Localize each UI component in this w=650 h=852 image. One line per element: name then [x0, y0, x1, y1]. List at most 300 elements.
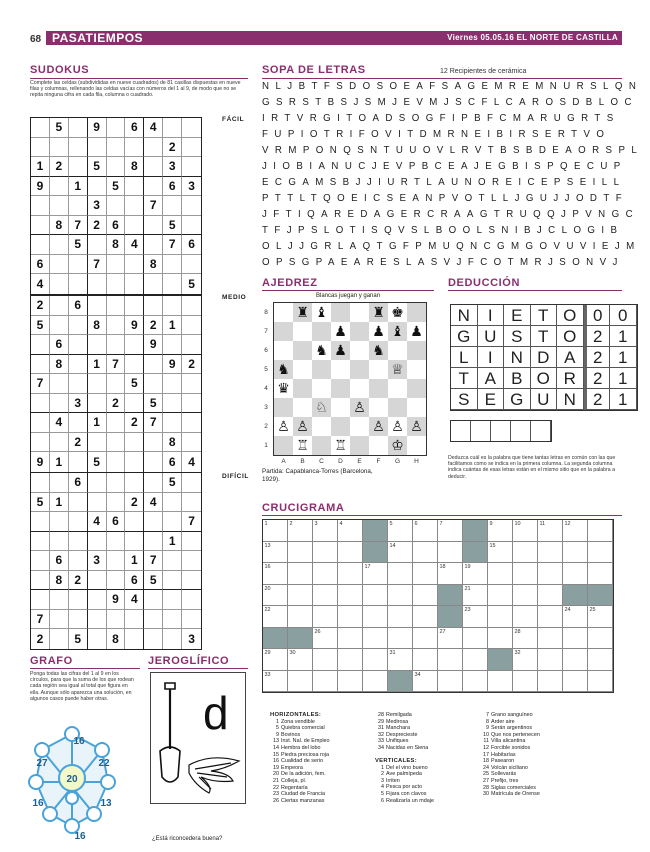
crossword-cell[interactable]	[263, 606, 288, 628]
deduction-grid	[450, 304, 638, 411]
crossword-number: 9	[489, 521, 493, 527]
sudoku-cell: 1	[88, 413, 107, 433]
sudoku-cell	[88, 235, 107, 255]
clue-item	[270, 732, 380, 739]
crossword-cell[interactable]	[538, 606, 563, 628]
clue-text: Volcán siciliano	[491, 764, 528, 771]
clue-number: 11	[483, 738, 489, 745]
chess-piece: ♟	[331, 341, 350, 360]
crossword-number: 13	[264, 542, 271, 549]
clue-text: Remilgada	[386, 712, 412, 718]
crossword-cell[interactable]	[563, 649, 588, 671]
sudoku-cell	[182, 157, 201, 177]
crossword-cell[interactable]	[438, 520, 463, 542]
crossword-cell[interactable]	[313, 563, 338, 585]
sudoku-cell: 9	[31, 452, 50, 472]
sudoku-cell	[125, 274, 144, 294]
sudoku-cell	[182, 532, 201, 552]
sudoku-cell	[50, 473, 69, 493]
clue-number: 28	[483, 784, 489, 791]
sudoku-cell: 3	[182, 177, 201, 197]
sudoku-cell	[144, 532, 163, 552]
word-search-row: PTTLTQOEICSEANPVOTLLJGUJJODTF	[262, 193, 629, 204]
crossword-cell[interactable]	[338, 649, 363, 671]
crossword-cell[interactable]	[363, 563, 388, 585]
crossword-cell[interactable]	[263, 649, 288, 671]
chess-square	[407, 360, 426, 379]
sudoku-cell: 3	[163, 157, 182, 177]
grafo-rule	[30, 668, 140, 669]
crossword-cell[interactable]	[338, 671, 363, 693]
crossword-number: 7	[439, 521, 443, 527]
sudoku-cell	[50, 196, 69, 216]
sudoku-cell: 9	[31, 177, 50, 197]
crossword-cell[interactable]	[488, 671, 513, 693]
crossword-number: 11	[539, 521, 546, 527]
clue-number: 27	[483, 777, 489, 784]
clue-number: 18	[483, 758, 489, 765]
sudoku-cell	[144, 610, 163, 630]
crossword-cell[interactable]	[288, 671, 313, 693]
crossword-black-cell	[363, 542, 388, 564]
crossword-cell[interactable]	[413, 606, 438, 628]
sudoku-cell	[31, 413, 50, 433]
sudoku-cell	[163, 394, 182, 414]
sudoku-cell	[107, 196, 126, 216]
chess-square	[293, 322, 312, 341]
crossword-cell[interactable]	[513, 649, 538, 671]
clue-item	[480, 725, 620, 732]
sudoku-cell	[107, 413, 126, 433]
sudoku-cell	[88, 335, 107, 355]
crossword-cell[interactable]	[413, 671, 438, 693]
clue-item	[480, 778, 620, 785]
crossword-cell[interactable]	[538, 628, 563, 650]
chess-file-label: C	[319, 458, 324, 465]
sudoku-cell: 7	[144, 413, 163, 433]
chess-ranks	[262, 303, 270, 455]
crossword-cell[interactable]	[338, 606, 363, 628]
crossword-cell[interactable]	[538, 563, 563, 585]
crossword-cell[interactable]	[513, 542, 538, 564]
sudoku-cell: 4	[125, 235, 144, 255]
crossword-cell[interactable]	[588, 606, 613, 628]
sudoku-cell: 6	[50, 335, 69, 355]
sudoku-cell: 1	[50, 452, 69, 472]
crossword-cell[interactable]	[388, 520, 413, 542]
clue-text: Que nos pertenecen	[491, 731, 540, 738]
sudoku-cell	[50, 316, 69, 336]
clue-text: Ciudad de Francia	[281, 791, 326, 798]
sudoku-cell	[107, 335, 126, 355]
deduction-count: 0	[584, 305, 611, 326]
clue-item	[375, 745, 485, 752]
crossword-number: 32	[514, 650, 521, 656]
sudoku-cell	[50, 512, 69, 532]
crossword-cell[interactable]	[288, 606, 313, 628]
crossword-cell[interactable]	[363, 628, 388, 650]
sudoku-cell: 5	[163, 473, 182, 493]
clue-text: Cualidad de serio	[281, 758, 323, 765]
chess-square	[274, 303, 293, 322]
sudoku-cell	[144, 433, 163, 453]
crossword-cell[interactable]	[263, 671, 288, 693]
chess-square	[274, 341, 293, 360]
crossword-cell[interactable]	[438, 671, 463, 693]
deduccion-title: DEDUCCIÓN	[448, 277, 521, 289]
deduction-letter: A	[478, 368, 505, 389]
crossword-cell[interactable]	[413, 628, 438, 650]
crossword-cell[interactable]	[288, 542, 313, 564]
sudoku-cell	[125, 296, 144, 316]
crucigrama-title: CRUCIGRAMA	[262, 502, 345, 514]
sudoku-cell: 8	[125, 157, 144, 177]
crossword-number: 22	[264, 607, 271, 613]
deduction-answer	[450, 420, 552, 442]
deduction-letter: I	[478, 305, 505, 326]
chess-piece: ♞	[312, 341, 331, 360]
sudoku-cell	[31, 335, 50, 355]
sudoku-cell	[50, 138, 69, 158]
sudoku-cell: 1	[125, 551, 144, 571]
crossword-cell[interactable]	[288, 585, 313, 607]
crossword-cell[interactable]	[363, 606, 388, 628]
clue-number: 14	[273, 744, 279, 751]
crossword-cell[interactable]	[363, 585, 388, 607]
sudoku-cell	[31, 235, 50, 255]
sudoku-cell: 7	[31, 374, 50, 394]
crossword-cell[interactable]	[513, 606, 538, 628]
crossword-cell[interactable]	[513, 628, 538, 650]
deduction-count: 2	[584, 389, 611, 410]
deduction-count: 2	[584, 368, 611, 389]
crossword-cell[interactable]	[588, 563, 613, 585]
crossword-cell[interactable]	[288, 649, 313, 671]
clue-text: Regentaría	[281, 784, 308, 791]
crossword-cell[interactable]	[413, 520, 438, 542]
sudoku-cell: 1	[31, 157, 50, 177]
crossword-cell[interactable]	[588, 649, 613, 671]
sudoku-cell	[107, 551, 126, 571]
sudoku-cell	[50, 433, 69, 453]
crossword-cell[interactable]	[313, 542, 338, 564]
deduction-letter: T	[531, 305, 558, 326]
crossword-cell[interactable]	[338, 628, 363, 650]
clue-item	[270, 778, 380, 785]
sudoku-cell: 7	[107, 355, 126, 375]
sudoku-cell: 4	[144, 118, 163, 138]
sudoku-cell	[163, 196, 182, 216]
crossword-cell[interactable]	[313, 671, 338, 693]
clues-vertical	[375, 758, 485, 804]
sudoku-cell	[163, 493, 182, 513]
crossword-cell[interactable]	[463, 649, 488, 671]
clue-number: 34	[378, 744, 384, 751]
crossword-cell[interactable]	[563, 628, 588, 650]
sudoku-cell	[144, 374, 163, 394]
crossword-cell[interactable]	[388, 606, 413, 628]
clue-item	[270, 771, 380, 778]
sudoku-cell	[31, 532, 50, 552]
deduction-letter: T	[531, 326, 558, 347]
sudoku-cell	[107, 316, 126, 336]
clue-item	[480, 791, 620, 798]
sudoku-cell: 6	[31, 255, 50, 275]
chess-rank-label: 6	[264, 347, 268, 354]
crossword-cell[interactable]	[463, 671, 488, 693]
crossword-cell[interactable]	[388, 563, 413, 585]
crossword-number: 31	[389, 650, 396, 656]
clue-text: Siglas comerciales	[491, 784, 536, 791]
deduccion-rule	[448, 290, 622, 291]
deduction-answer-cell[interactable]	[511, 421, 531, 441]
page-number: 68	[30, 34, 42, 45]
chess-piece: ♝	[312, 303, 331, 322]
sudoku-cell: 1	[69, 177, 88, 197]
sudoku-cell	[88, 433, 107, 453]
deduction-answer-cell[interactable]	[471, 421, 491, 441]
sudoku-cell: 2	[163, 138, 182, 158]
chess-piece: ♙	[388, 417, 407, 436]
crossword-cell[interactable]	[263, 542, 288, 564]
deduction-letter: B	[504, 368, 531, 389]
crossword-cell[interactable]	[263, 520, 288, 542]
sudoku-cell: 8	[144, 255, 163, 275]
sudoku-cell: 2	[182, 355, 201, 375]
crossword-cell[interactable]	[538, 520, 563, 542]
sudoku-cell	[69, 255, 88, 275]
clue-item	[270, 791, 380, 798]
crossword-cell[interactable]	[413, 542, 438, 564]
crossword-cell[interactable]	[563, 563, 588, 585]
chess-square	[274, 398, 293, 417]
sudoku-cell	[144, 177, 163, 197]
chess-file-label: D	[338, 458, 343, 465]
crossword-cell[interactable]	[313, 520, 338, 542]
crossword-cell[interactable]	[288, 520, 313, 542]
sudoku-cell: 1	[50, 493, 69, 513]
ajedrez-rule	[262, 290, 434, 291]
clue-text: Fijara con clavos	[386, 790, 427, 797]
crossword-cell[interactable]	[338, 563, 363, 585]
sudoku-cell	[88, 590, 107, 610]
crossword-cell[interactable]	[363, 649, 388, 671]
crossword-cell[interactable]	[588, 520, 613, 542]
clue-text: Zona vendible	[281, 718, 315, 725]
crossword-black-cell	[563, 585, 588, 607]
crossword-cell[interactable]	[563, 520, 588, 542]
sudoku-cell	[69, 512, 88, 532]
crossword-number: 16	[264, 564, 271, 570]
crossword-cell[interactable]	[513, 520, 538, 542]
crossword-cell[interactable]	[388, 585, 413, 607]
crossword-cell[interactable]	[313, 585, 338, 607]
chess-square	[293, 341, 312, 360]
deduction-count: 1	[610, 389, 637, 410]
sudoku-cell: 9	[144, 335, 163, 355]
clue-number: 2	[381, 771, 384, 778]
crossword-cell[interactable]	[413, 563, 438, 585]
crossword-cell[interactable]	[263, 585, 288, 607]
chess-square	[274, 322, 293, 341]
clue-item	[375, 771, 485, 778]
chess-piece: ♕	[388, 360, 407, 379]
crossword-cell[interactable]	[488, 563, 513, 585]
crossword-number: 21	[464, 585, 471, 592]
clue-number: 15	[273, 751, 279, 758]
chess-piece: ♙	[407, 417, 426, 436]
crossword-cell[interactable]	[438, 649, 463, 671]
crossword-cell[interactable]	[338, 585, 363, 607]
crossword-cell[interactable]	[538, 585, 563, 607]
crossword-cell[interactable]	[438, 563, 463, 585]
chess-square	[274, 436, 293, 455]
crossword-number: 24	[564, 607, 571, 613]
crossword-cell[interactable]	[413, 585, 438, 607]
clue-number: 7	[486, 712, 489, 718]
sudoku-cell	[88, 532, 107, 552]
crossword-cell[interactable]	[488, 585, 513, 607]
crossword-cell[interactable]	[488, 542, 513, 564]
crossword-black-cell	[438, 606, 463, 628]
section-title: PASATIEMPOS	[52, 31, 144, 45]
sudoku-cell	[31, 551, 50, 571]
deduction-letter: E	[504, 305, 531, 326]
crossword-cell[interactable]	[538, 542, 563, 564]
sudoku-cell	[69, 355, 88, 375]
deduction-answer-cell[interactable]	[531, 421, 551, 441]
sudoku-cell	[144, 138, 163, 158]
crossword-cell[interactable]	[438, 542, 463, 564]
crossword-cell[interactable]	[588, 542, 613, 564]
chess-rank-label: 5	[264, 366, 268, 373]
chess-rank-label: 2	[264, 423, 268, 430]
deduction-letter: G	[504, 389, 531, 410]
clue-text: Sollevarás	[491, 771, 517, 778]
deduction-answer-cell[interactable]	[451, 421, 471, 441]
crossword-cell[interactable]	[563, 671, 588, 693]
sudoku-cell	[182, 118, 201, 138]
deduction-letter: N	[504, 347, 531, 368]
crossword-number: 10	[514, 521, 521, 527]
crossword-cell[interactable]	[513, 563, 538, 585]
crossword-cell[interactable]	[513, 585, 538, 607]
crossword-cell[interactable]	[563, 542, 588, 564]
crossword-cell[interactable]	[313, 606, 338, 628]
clue-item	[375, 732, 485, 739]
chess-rank-label: 8	[264, 309, 268, 316]
clue-number: 23	[273, 791, 279, 798]
sudoku-cell: 3	[88, 196, 107, 216]
sudoku-cell	[144, 452, 163, 472]
chess-square	[350, 379, 369, 398]
chess-square	[350, 436, 369, 455]
crossword-cell[interactable]	[363, 671, 388, 693]
crossword-cell[interactable]	[488, 628, 513, 650]
sudokus-rule	[30, 78, 248, 79]
graph-value-center: 20	[66, 774, 78, 785]
crossword-cell[interactable]	[388, 628, 413, 650]
crossword-cell[interactable]	[463, 563, 488, 585]
crossword-cell[interactable]	[463, 628, 488, 650]
clue-number: 20	[273, 771, 279, 778]
sudoku-cell	[69, 196, 88, 216]
clue-text: Serán argentinos	[491, 725, 533, 732]
crossword-cell[interactable]	[563, 606, 588, 628]
clue-item	[480, 758, 620, 765]
sudoku-cell	[88, 177, 107, 197]
chess-square	[350, 322, 369, 341]
crossword-cell[interactable]	[413, 649, 438, 671]
chess-piece: ♙	[369, 417, 388, 436]
deduction-count: 0	[610, 305, 637, 326]
crossword-cell[interactable]	[588, 628, 613, 650]
chess-square	[369, 379, 388, 398]
crossword-cell[interactable]	[313, 628, 338, 650]
crossword-cell[interactable]	[338, 520, 363, 542]
sudoku-cell: 8	[88, 316, 107, 336]
crossword-cell[interactable]	[538, 671, 563, 693]
crossword-cell[interactable]	[513, 671, 538, 693]
sudoku-cell: 8	[50, 571, 69, 591]
crossword-black-cell	[463, 520, 488, 542]
clue-item	[375, 778, 485, 785]
crossword-cell[interactable]	[463, 585, 488, 607]
crossword-cell[interactable]	[463, 606, 488, 628]
deduction-letter: O	[531, 368, 558, 389]
chess-file-label: H	[414, 458, 419, 465]
sudoku-cell	[125, 177, 144, 197]
crossword-cell[interactable]	[388, 542, 413, 564]
sudoku-cell	[107, 157, 126, 177]
deduction-answer-cell[interactable]	[491, 421, 511, 441]
chess-square	[350, 360, 369, 379]
sudoku-cell	[69, 118, 88, 138]
sudoku-cell	[182, 413, 201, 433]
crossword-cell[interactable]	[388, 649, 413, 671]
clue-item	[270, 798, 380, 805]
crossword-cell[interactable]	[488, 520, 513, 542]
sudoku-cell: 7	[88, 255, 107, 275]
chess-square	[407, 398, 426, 417]
chess-piece: ♙	[274, 417, 293, 436]
chess-piece: ♜	[369, 303, 388, 322]
crossword-cell[interactable]	[338, 542, 363, 564]
clue-item	[480, 785, 620, 792]
crossword-cell[interactable]	[288, 563, 313, 585]
crossword-cell[interactable]	[313, 649, 338, 671]
crossword-number: 5	[389, 521, 393, 527]
clues-horizontal	[270, 712, 380, 804]
sudoku-cell: 5	[88, 452, 107, 472]
clue-text: Inst. Nal. de Empleo	[281, 738, 330, 745]
clue-item	[480, 719, 620, 726]
crossword-cell[interactable]	[538, 649, 563, 671]
deduction-letter: A	[557, 347, 584, 368]
crossword-cell[interactable]	[263, 563, 288, 585]
crossword-number: 30	[289, 650, 296, 656]
clue-number: 26	[273, 797, 279, 804]
chess-piece: ♙	[350, 398, 369, 417]
crossword-cell[interactable]	[488, 606, 513, 628]
clue-number: 5	[381, 790, 384, 797]
crossword-cell[interactable]	[438, 628, 463, 650]
wing-icon	[189, 758, 239, 793]
sudoku-cell: 7	[182, 512, 201, 532]
deduction-letter: D	[531, 347, 558, 368]
crossword-cell[interactable]	[588, 671, 613, 693]
crossword-number: 19	[464, 564, 471, 570]
